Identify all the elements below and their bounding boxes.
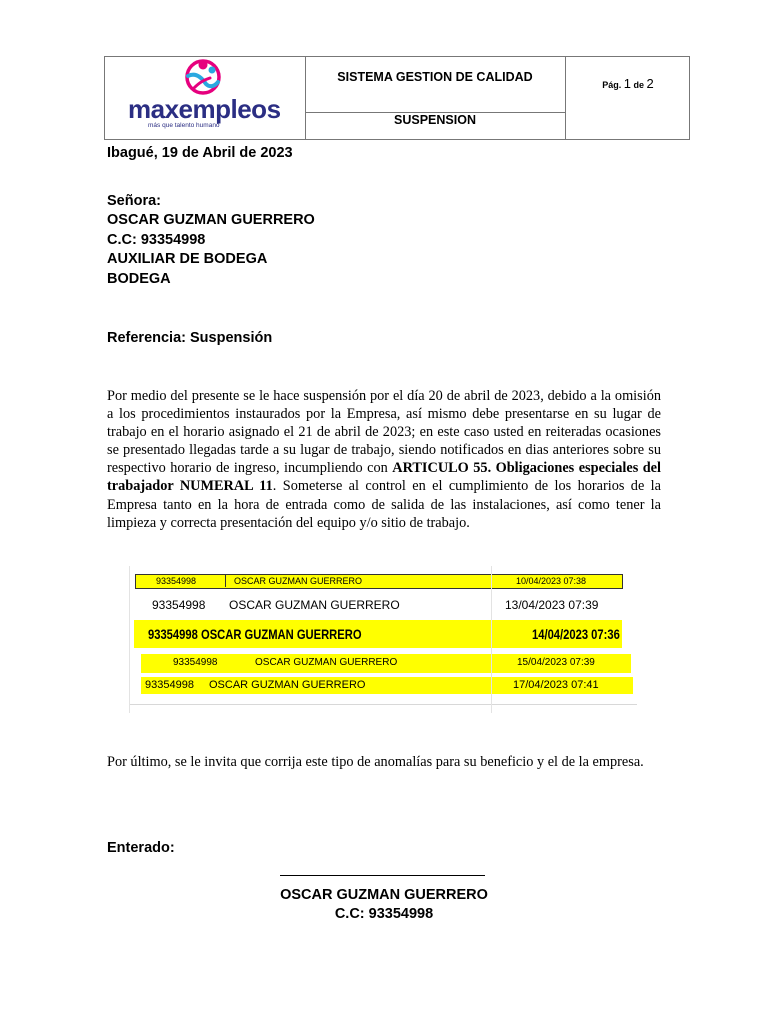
table-row: [141, 654, 631, 673]
table-row: [129, 596, 629, 614]
logo-tagline: más que talento humano: [148, 122, 220, 129]
employee-id: 93354998: [152, 598, 206, 612]
company-logo: [118, 58, 304, 136]
signature-name: OSCAR GUZMAN GUERRERO: [280, 887, 488, 903]
recipient-position: AUXILIAR DE BODEGA: [107, 251, 268, 267]
table-row: [135, 574, 623, 589]
recipient-name: OSCAR GUZMAN GUERRERO: [107, 212, 315, 228]
entry-datetime: 17/04/2023 07:41: [513, 679, 599, 691]
document-title: SUSPENSION: [394, 113, 476, 127]
recipient-id: C.C: 93354998: [107, 232, 206, 248]
page-of: de: [633, 80, 645, 90]
employee-name: OSCAR GUZMAN GUERRERO: [201, 626, 362, 642]
signature-line: [280, 875, 485, 876]
grid-line: [491, 566, 492, 713]
acknowledged-label: Enterado:: [107, 840, 175, 856]
header-divider: [565, 57, 566, 139]
attendance-records: [129, 566, 637, 713]
system-title: SISTEMA GESTION DE CALIDAD: [337, 70, 533, 84]
employee-id: 93354998: [148, 626, 198, 642]
date-line: Ibagué, 19 de Abril de 2023: [107, 145, 293, 161]
logo-wordmark: maxempleos: [128, 94, 281, 124]
employee-name: OSCAR GUZMAN GUERRERO: [229, 598, 400, 612]
entry-datetime: 14/04/2023 07:36: [532, 626, 620, 642]
employee-id: 93354998: [156, 576, 197, 586]
employee-id: 93354998: [145, 679, 194, 691]
entry-datetime: 10/04/2023 07:38: [516, 576, 587, 586]
body-text: . Someterse al control en el cumplimiento de los horarios de la Empresa tanto en la hora de entrada como de salida de las instalaciones, así como tener la limpieza y correcta presentación del equipo y/o sitio de trabajo.: [107, 478, 661, 531]
table-row: [134, 620, 622, 648]
cell-divider: [225, 575, 226, 587]
employee-name: OSCAR GUZMAN GUERRERO: [255, 657, 398, 668]
closing-paragraph: Por último, se le invita que corrija este tipo de anomalías para su beneficio y el de la empresa.: [107, 754, 644, 770]
employee-id: 93354998: [173, 657, 218, 668]
body-article-reference: ARTICULO 55. Obligaciones especiales del trabajador NUMERAL 11: [107, 460, 661, 495]
signature-id: C.C: 93354998: [334, 906, 434, 922]
body-text: Por medio del presente se le hace suspensión por el día 20 de abril de 2023, debido a la omisión a los procedimientos instaurados por la Empresa, así mismo debe presentarse en su lugar de trabajo en el horario asignado el 21 de abril de 2023; en este caso usted en reiteradas ocasiones se presentado llegadas tarde a su lugar de trabajo, siendo notificados en dias anteriores sobre su respectivo horario de ingreso, incumpliendo con: [107, 388, 661, 477]
page-total: 2: [646, 76, 654, 91]
salutation: Señora:: [107, 193, 161, 209]
grid-line: [129, 566, 130, 713]
body-paragraph: [107, 387, 661, 532]
recipient-area: BODEGA: [107, 271, 171, 287]
page-prefix: Pág.: [602, 80, 622, 90]
employee-name: OSCAR GUZMAN GUERRERO: [234, 576, 363, 586]
page-current: 1: [623, 76, 631, 91]
employee-name: OSCAR GUZMAN GUERRERO: [209, 679, 366, 691]
table-row: [141, 677, 633, 694]
reference-line: Referencia: Suspensión: [107, 330, 273, 346]
page-number: [566, 76, 690, 91]
grid-line: [129, 704, 637, 705]
entry-datetime: 13/04/2023 07:39: [505, 598, 599, 612]
entry-datetime: 15/04/2023 07:39: [517, 657, 595, 668]
